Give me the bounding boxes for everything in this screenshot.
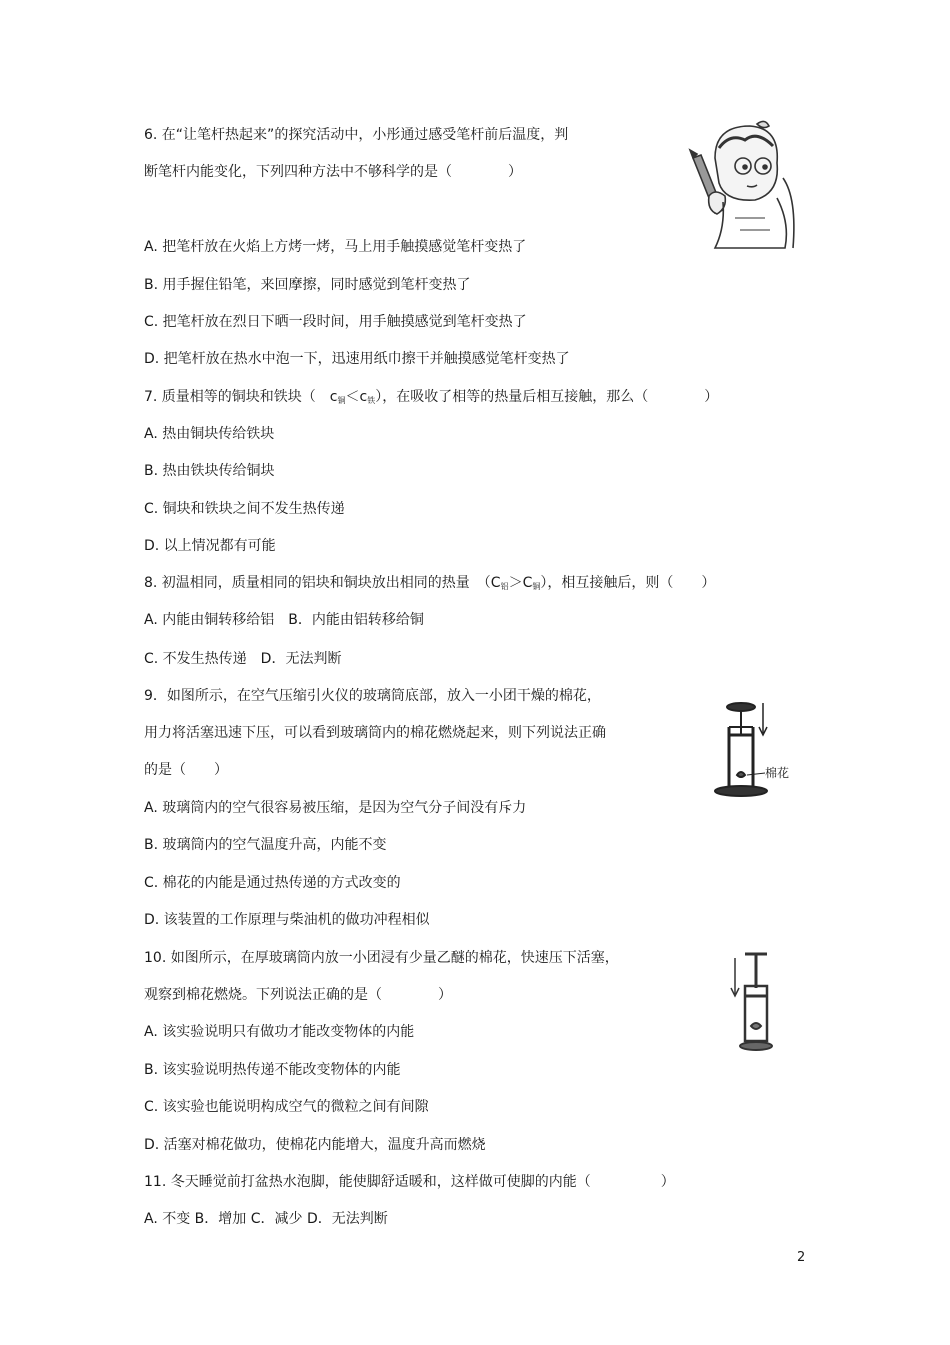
q10-option-a: A. 该实验说明只有做功才能改变物体的内能: [144, 1024, 415, 1040]
q6-stem-line1: 6. 在“让笔杆热起来”的探究活动中，小彤通过感受笔杆前后温度，判: [144, 127, 569, 143]
page-number: 2: [797, 1250, 806, 1265]
q8-stem-part1: 8. 初温相同，质量相同的铝块和铜块放出相同的热量 （C: [144, 575, 501, 591]
q8-stem-part2: ＞C: [508, 575, 533, 591]
q7-option-c: C. 铜块和铁块之间不发生热传递: [144, 501, 345, 517]
q9-option-d: D. 该装置的工作原理与柴油机的做功冲程相似: [144, 912, 430, 928]
q7-stem: [144, 387, 718, 411]
q6-stem-line2: 断笔杆内能变化，下列四种方法中不够科学的是（ ）: [144, 164, 522, 180]
q7-option-b: B. 热由铁块传给铜块: [144, 463, 275, 479]
q9-option-b: B. 玻璃筒内的空气温度升高，内能不变: [144, 837, 387, 853]
q8-subscript-copper: 铜: [532, 582, 541, 591]
q7-option-a: A. 热由铜块传给铁块: [144, 426, 275, 442]
q10-option-d: D. 活塞对棉花做功，使棉花内能增大，温度升高而燃烧: [144, 1137, 486, 1153]
q6-option-c: C. 把笔杆放在烈日下晒一段时间，用手触摸感觉到笔杆变热了: [144, 314, 527, 330]
q10-option-c: C. 该实验也能说明构成空气的微粒之间有间隙: [144, 1099, 429, 1115]
q11-options: A. 不变 B．增加 C．减少 D．无法判断: [144, 1211, 388, 1227]
q7-stem-part3: ），在吸收了相等的热量后相互接触，那么（ ）: [375, 389, 719, 405]
q8-stem: [144, 573, 715, 597]
q10-stem-line1: 10. 如图所示，在厚玻璃筒内放一小团浸有少量乙醚的棉花，快速压下活塞，: [144, 950, 619, 966]
q7-subscript-copper: 铜: [337, 396, 346, 405]
q7-stem-part1: 7. 质量相等的铜块和铁块（ c: [144, 389, 338, 405]
q6-option-a: A. 把笔杆放在火焰上方烤一烤，马上用手触摸感觉笔杆变热了: [144, 239, 527, 255]
q10-option-b: B. 该实验说明热传递不能改变物体的内能: [144, 1062, 401, 1078]
q7-stem-part2: ＜c: [345, 389, 368, 405]
air-compression-igniter-figure: [705, 695, 810, 805]
q7-subscript-iron: 铁: [367, 396, 376, 405]
thick-glass-tube-figure: [725, 948, 785, 1058]
q6-option-b: B. 用手握住铅笔，来回摩擦，同时感觉到笔杆变热了: [144, 277, 471, 293]
q8-options-cd: C. 不发生热传递 D．无法判断: [144, 651, 342, 667]
q9-option-a: A. 玻璃筒内的空气很容易被压缩，是因为空气分子间没有斥力: [144, 800, 527, 816]
q9-figure-label: 棉花: [765, 766, 790, 780]
q11-stem: 11. 冬天睡觉前打盆热水泡脚，能使脚舒适暖和，这样做可使脚的内能（ ）: [144, 1174, 675, 1190]
boy-pencil-illustration: [685, 118, 800, 253]
q8-subscript-aluminum: 铝: [500, 582, 509, 591]
q8-options-ab: A. 内能由铜转移给铝 B．内能由铝转移给铜: [144, 612, 424, 628]
q7-option-d: D. 以上情况都有可能: [144, 538, 276, 554]
q9-stem-line3: 的是（ ）: [144, 762, 228, 778]
q8-stem-part3: ），相互接触后，则（ ）: [540, 575, 716, 591]
q9-stem-line2: 用力将活塞迅速下压，可以看到玻璃筒内的棉花燃烧起来，则下列说法正确: [144, 725, 606, 741]
q9-option-c: C. 棉花的内能是通过热传递的方式改变的: [144, 875, 401, 891]
q10-stem-line2: 观察到棉花燃烧。下列说法正确的是（ ）: [144, 987, 452, 1003]
q9-stem-line1: 9．如图所示，在空气压缩引火仪的玻璃筒底部，放入一小团干燥的棉花，: [144, 688, 601, 704]
q6-option-d: D. 把笔杆放在热水中泡一下，迅速用纸巾擦干并触摸感觉笔杆变热了: [144, 351, 570, 367]
